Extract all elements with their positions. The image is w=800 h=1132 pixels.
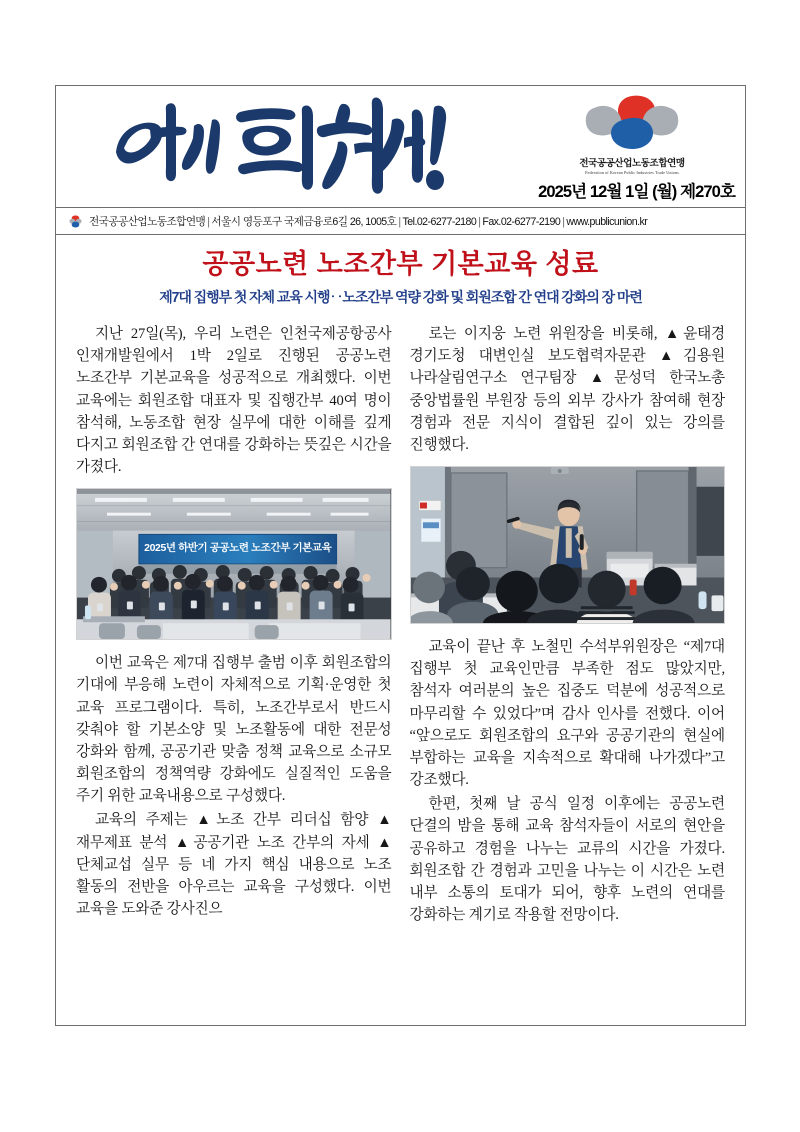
contact-separator-3: | <box>478 215 481 228</box>
brush-calligraphy-title <box>98 90 458 198</box>
masthead <box>56 86 745 208</box>
federation-emblem-mini-icon <box>69 215 82 228</box>
logo-name-english: Federation of Korean Public Industries Trade Unions <box>585 170 679 175</box>
headline-zone <box>56 235 745 313</box>
left-paragraph-3: 교육의 주제는 ▲노조 간부 리더십 함양 ▲재무제표 분석 ▲공공기관 노조 간부의 자세 ▲단체교섭 실무 등 네 가지 핵심 내용으로 노조 활동의 전반을 아우르는 교육을 구성했다. 이번 교육을 도와준 강사진으 <box>76 812 392 918</box>
contact-info-text <box>89 214 647 229</box>
contact-tel: Tel.02-6277-2180 <box>402 215 477 228</box>
federation-emblem-icon <box>527 92 737 154</box>
contact-address: 서울시 영등포구 국제금융로6길 26, 1005호 <box>211 215 397 228</box>
contact-website[interactable]: www.publicunion.kr <box>566 215 648 228</box>
article-body <box>56 313 745 1013</box>
issue-date-line: 2025년 12월 1일 (월) 제270호 <box>538 183 735 201</box>
contact-separator-1: | <box>207 215 210 228</box>
left-paragraph-1: 지난 27일(목), 우리 노련은 인천국제공항공사 인재개발원에서 1박 2일로 진행된 공공노련 노조간부 기본교육을 성공적으로 개최했다. 이번 교육에는 회원조합 대표자 및 집행간부 40여 명이 참석해, 노동조합 현장 실무에 대한 이해를 깊게 다지고 회원조합 간 연대를 강화하는 뜻깊은 시간을 가졌다. <box>76 326 392 476</box>
article-headline: 공공노련 노조간부 기본교육 성료 <box>202 249 599 279</box>
right-column <box>410 323 726 1013</box>
right-paragraph-2: 교육이 끝난 후 노철민 수석부위원장은 “제7대 집행부 첫 교육인만큼 부족한 점도 많았지만, 참석자 여러분의 높은 집중도 덕분에 성공적으로 마무리할 수 있었다”며 감사 인사를 전했다. 이어 “앞으로도 회원조합의 요구와 공공기관의 현실에 부합하는 교육을 지속적으로 확대해 나가겠다”고 강조했다. <box>409 639 725 789</box>
banner-caption-text: 2025년 하반기 공공노련 노조간부 기본교육 <box>144 543 332 555</box>
right-paragraph-1: 로는 이지웅 노련 위원장을 비롯해, ▲윤태경 경기도청 대변인실 보도협력자문관 ▲김용원 나라살림연구소 연구팀장 ▲문성덕 한국노총 중앙법률원 부원장 등의 외부 강사가 참여해 현장 경험과 전문 지식이 결합된 깊이 있는 강의를 진행했다. <box>409 326 725 453</box>
left-column <box>76 323 392 1013</box>
right-paragraph-3: 한편, 첫째 날 공식 일정 이후에는 공공노련 단결의 밤을 통해 교육 참석자들이 서로의 현안을 공유하고 경험을 나누는 교류의 시간을 가졌다. 회원조합 간 경험과 고민을 나누는 이 시간은 노련 내부 소통의 토대가 되어, 향후 노련의 연대를 강화하는 계기로 작용할 전망이다. <box>409 796 725 924</box>
group-photo <box>76 488 392 640</box>
logo-name-korean: 전국공공산업노동조합연맹 <box>579 158 685 169</box>
left-paragraph-2: 이번 교육은 제7대 집행부 출범 이후 회원조합의 기대에 부응해 노련이 자체적으로 기획·운영한 첫 교육 프로그램이다. 특히, 노조간부로서 반드시 갖춰야 할 기본소양 및 노조활동에 대한 전문성 강화와 함께, 공공기관 맞춤 정책 교육으로 소규모 회원조합의 정책역량 강화에도 실질적인 도움을 주기 위한 교육내용으로 구성했다. <box>76 655 392 805</box>
contact-fax: Fax.02-6277-2190 <box>482 215 561 228</box>
contact-separator-4: | <box>562 215 565 228</box>
newsletter-page <box>55 85 746 1026</box>
lecture-photo <box>410 466 726 624</box>
contact-separator-2: | <box>398 215 401 228</box>
article-subheadline: 제7대 집행부 첫 자체 교육 시행‥노조간부 역량 강화 및 회원조합 간 연대 강화의 장 마련 <box>159 289 642 306</box>
organization-logo <box>527 92 737 175</box>
contact-bar <box>56 208 745 235</box>
contact-organization: 전국공공산업노동조합연맹 <box>89 215 206 228</box>
